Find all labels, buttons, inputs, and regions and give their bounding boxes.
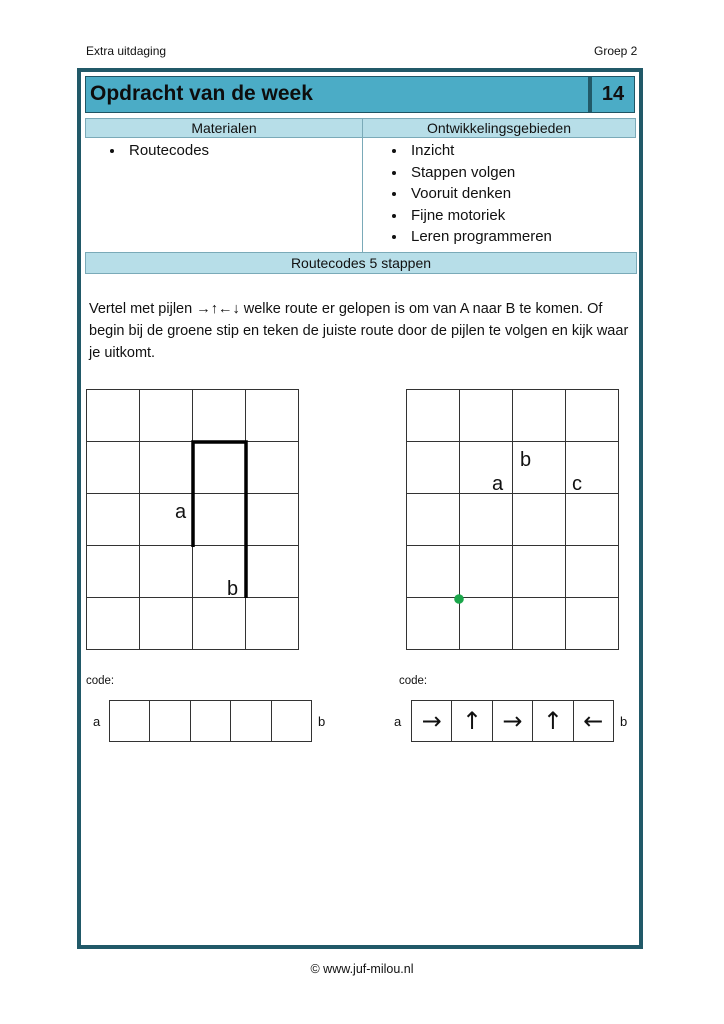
route-line <box>193 442 246 598</box>
left-code-end: b <box>318 714 326 729</box>
left-route-path <box>86 389 300 651</box>
areas-header: Ontwikkelingsgebieden <box>362 118 636 138</box>
code-box[interactable] <box>231 701 271 741</box>
list-item: • Routecodes <box>125 140 209 162</box>
instruction-text: Vertel met pijlen →↑←↓ welke route er gelopen is om van A naar B te komen. Of begin bij de groene stip en teken de juiste route door de pijlen te volgen en kijk waar je uitkomt. <box>89 301 629 361</box>
week-number: 14 <box>588 77 634 112</box>
page-title: Opdracht van de week <box>90 82 313 105</box>
right-code-start: a <box>394 714 402 729</box>
areas-list <box>363 140 552 248</box>
right-label-a: a <box>492 473 504 495</box>
code-box[interactable] <box>150 701 190 741</box>
materials-header: Materialen <box>85 118 363 138</box>
list-item: • Fijne motoriek <box>407 205 552 227</box>
code-box[interactable]: ↑ <box>533 701 573 741</box>
right-code-label: code: <box>399 675 428 687</box>
green-start-dot <box>454 594 464 604</box>
list-item: • Stappen volgen <box>407 162 552 184</box>
left-code-start: a <box>93 714 101 729</box>
title-bar <box>85 76 635 113</box>
header-group: Groep 2 <box>594 44 638 58</box>
code-box[interactable]: ← <box>574 701 614 741</box>
right-grid-overlay <box>406 389 620 651</box>
right-code-end: b <box>620 714 628 729</box>
left-code-label: code: <box>86 675 115 687</box>
list-item: • Inzicht <box>407 140 552 162</box>
code-box[interactable]: → <box>493 701 533 741</box>
left-code-boxes <box>109 700 312 742</box>
right-code-boxes <box>411 700 614 742</box>
right-label-c: c <box>572 473 582 495</box>
code-box[interactable] <box>272 701 312 741</box>
list-item: • Leren programmeren <box>407 226 552 248</box>
materials-list <box>81 140 209 162</box>
section-title: Routecodes 5 stappen <box>85 252 637 274</box>
list-item: • Vooruit denken <box>407 183 552 205</box>
code-box[interactable]: → <box>412 701 452 741</box>
header-category: Extra uitdaging <box>86 44 167 58</box>
left-label-a: a <box>175 501 187 523</box>
right-label-b: b <box>520 449 532 471</box>
code-box[interactable] <box>110 701 150 741</box>
footer-copyright: © www.juf-milou.nl <box>310 962 414 976</box>
worksheet-frame <box>77 68 643 949</box>
code-box[interactable] <box>191 701 231 741</box>
code-box[interactable]: ↑ <box>452 701 492 741</box>
left-label-b: b <box>227 578 239 600</box>
